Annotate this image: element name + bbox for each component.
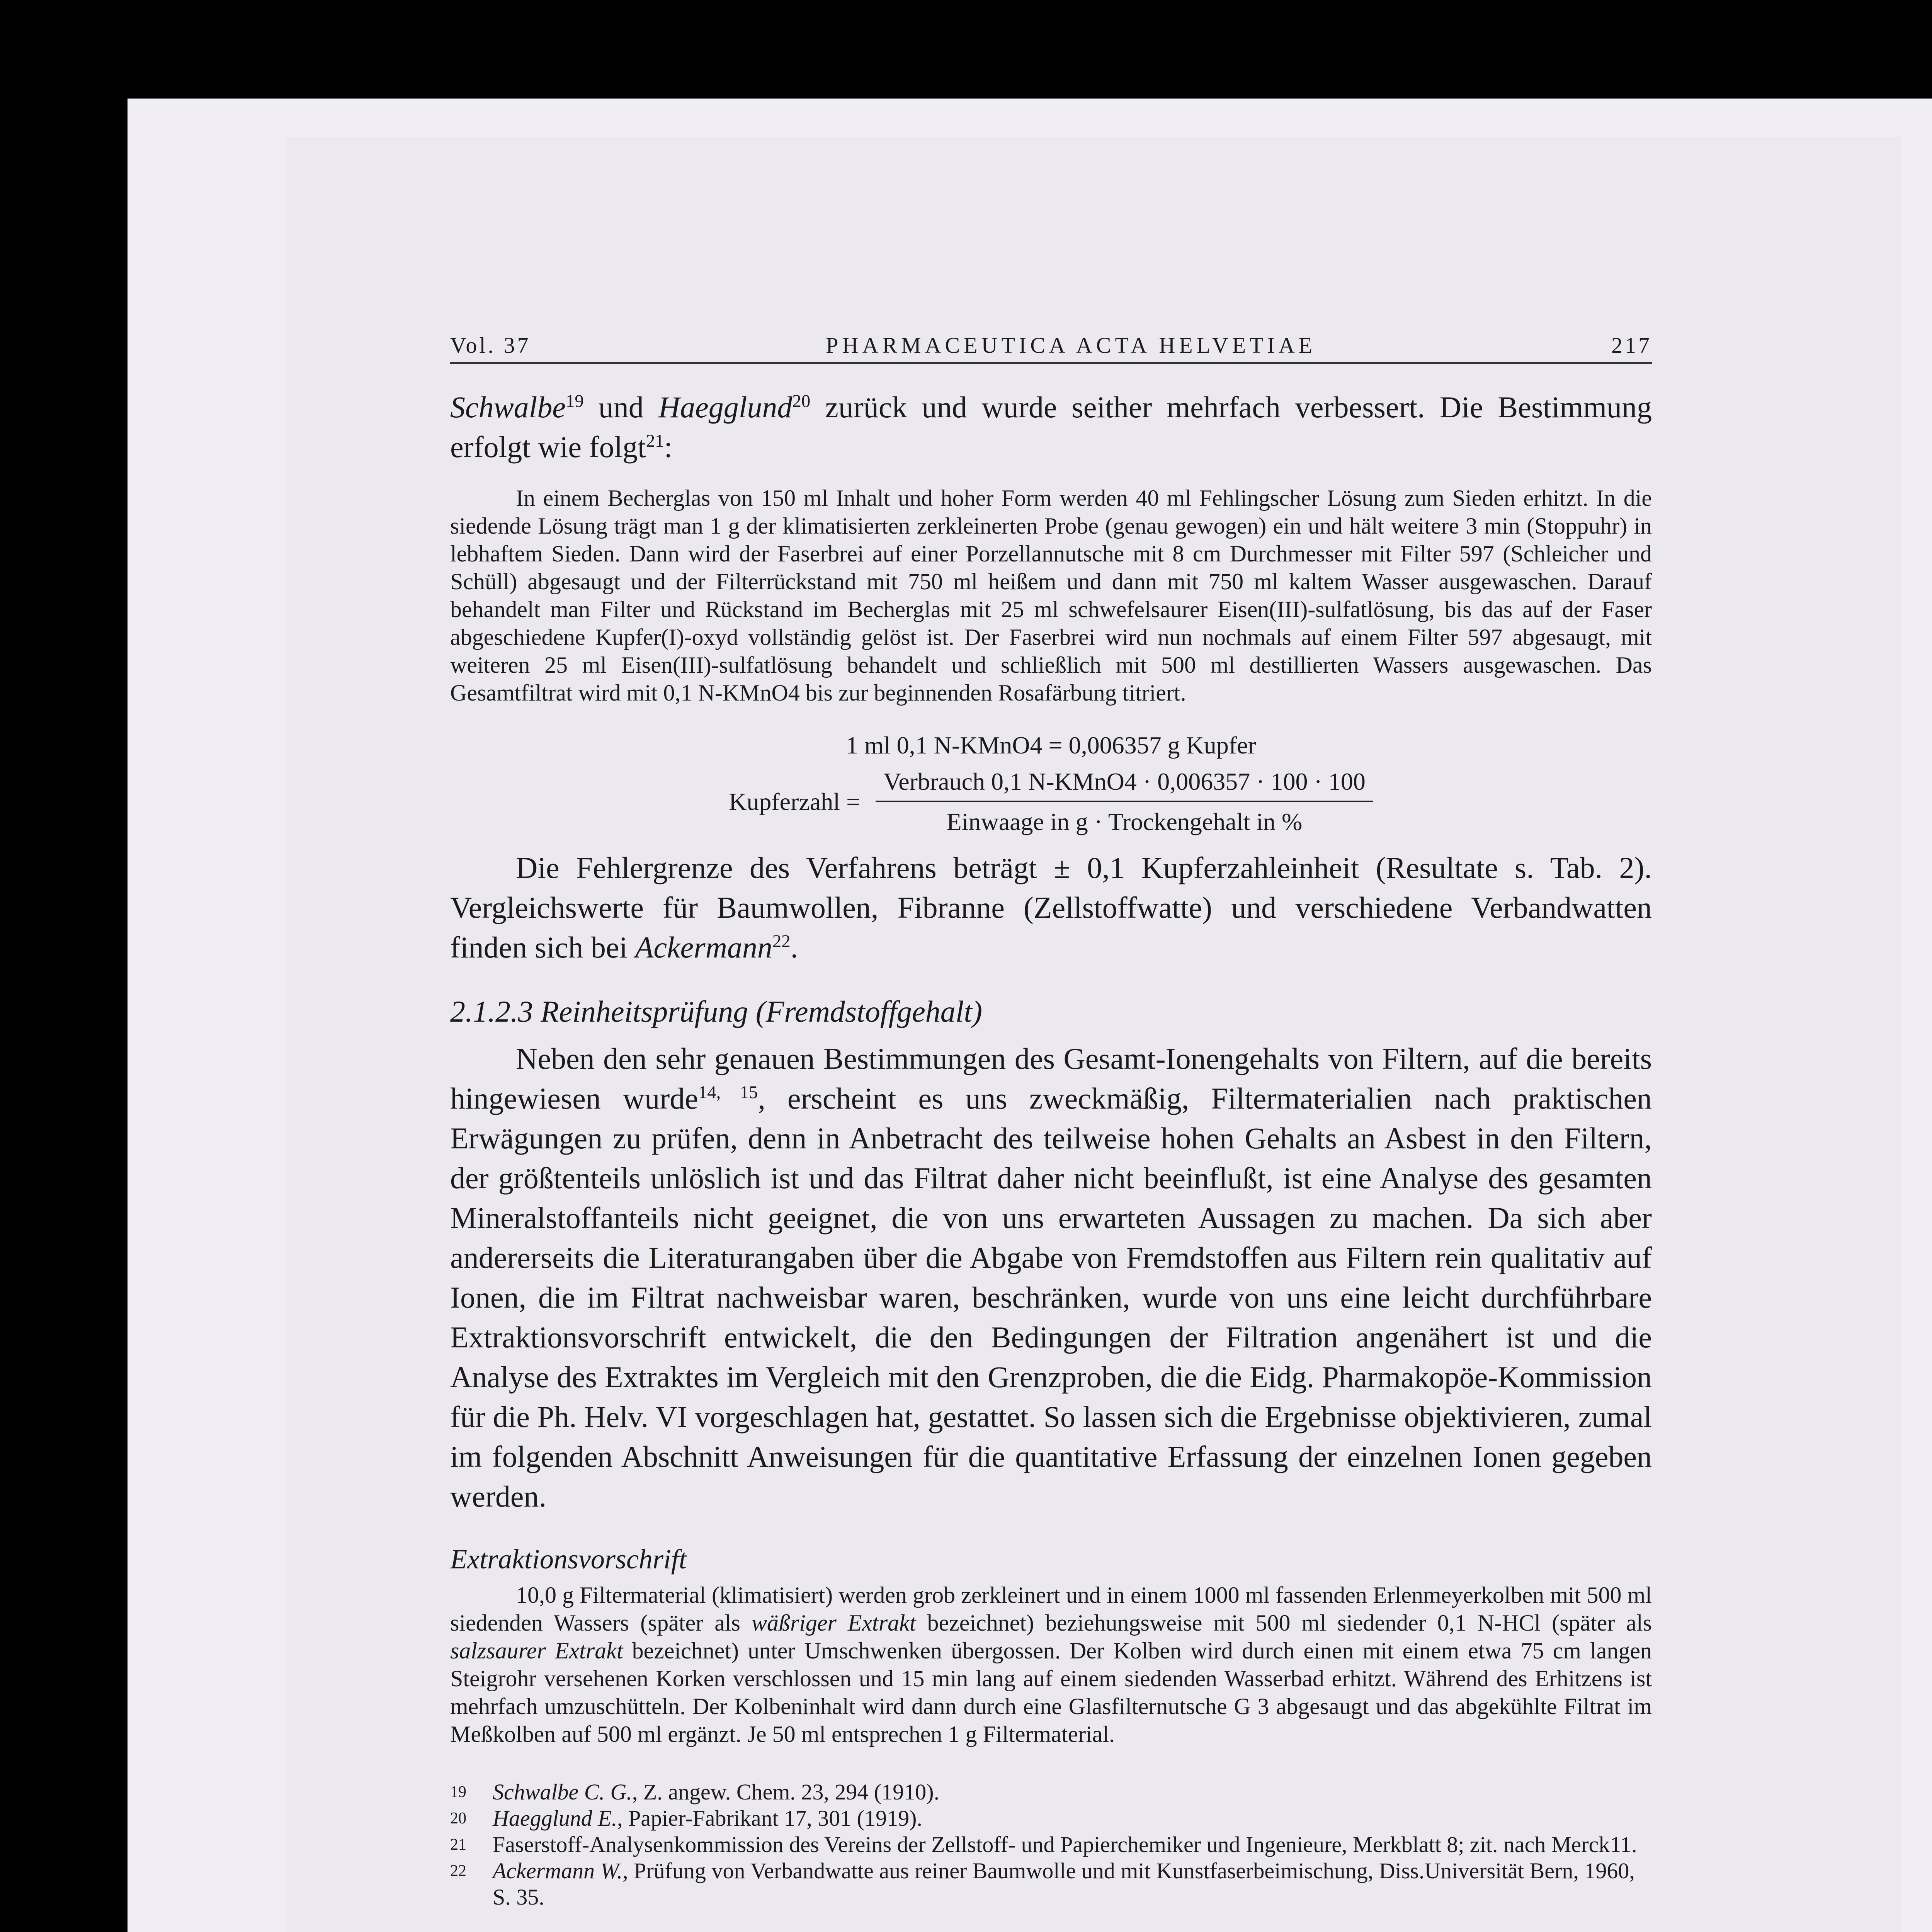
term-salzsaurer-extrakt: salzsaurer Extrakt — [450, 1638, 623, 1663]
formula-fraction — [876, 767, 1373, 836]
formula-numerator: Verbrauch 0,1 N-KMnO4 · 0,006357 · 100 · 100 — [876, 767, 1373, 802]
error-paragraph: Die Fehlergrenze des Verfahrens beträgt ± 0,1 Kupferzahleinheit (Resultate s. Tab. 2). Vergleichswerte für Baumwollen, Fibranne (Zellstoffwatte) und verschiedene Verbandwatten finden sich bei Ackermann$^{22}$. — [450, 851, 1652, 964]
section-heading: 2.1.2.3 Reinheitsprüfung (Fremdstoffgehalt) — [450, 995, 983, 1028]
intro-connector: und — [583, 390, 658, 424]
formula-lhs: Kupferzahl = — [729, 788, 861, 815]
footnote-22: 22 Ackermann W., Prüfung von Verbandwatte aus reiner Baumwolle und mit Kunstfaserbeimischung, Diss.Universität Bern, 1960, S. 35. — [450, 1858, 1635, 1910]
section-paragraph: Neben den sehr genauen Bestimmungen des Gesamt-Ionengehalts von Filtern, auf die bereits hingewiesen wurde$^{14, 15}$, erscheint es uns zweckmäßig, Filtermaterialien nach praktischen Erwägungen zu prüfen, denn in Anbetracht des teilweise hohen Gehalts an Asbest in den Filtern, der größtenteils unlöslich ist und das Filtrat daher nicht beeinflußt, ist eine Analyse des gesamten Mineralstoffanteils nicht geeignet, die von uns erwarteten Aussagen zu machen. Da sich aber andererseits die Literaturangaben über die Abgabe von Fremdstoffen aus Filtern rein qualitativ auf Ionen, die im Filtrat nachweisbar waren, beschränken, wurde von uns eine leicht durchführbare Extraktionsvorschrift entwickelt, die den Bedingungen der Filtration angenähert ist und die Analyse des Extraktes im Vergleich mit den Grenzproben, die die Eidg. Pharmakopöe-Kommission für die Ph. Helv. VI vorgeschlagen hat, gestattet. So lassen sich die Ergebnisse objektivieren, zumal im folgenden Abschnitt Anweisungen für die quantitative Erfassung der einzelnen Ionen gegeben werden. — [450, 1042, 1652, 1513]
ref-20: 20 — [792, 391, 811, 411]
formula-equivalence: 1 ml 0,1 N-KMnO4 = 0,006357 g Kupfer — [846, 731, 1256, 759]
intro-text: zurück und wurde seither mehrfach verbessert. Die Bestimmung erfolgt wie folgt — [450, 390, 1652, 464]
author-haegglund: Haegglund — [658, 390, 793, 424]
ref-19: 19 — [565, 391, 584, 411]
ref-21: 21 — [646, 431, 664, 451]
ref-22: 22 — [772, 931, 791, 951]
footnote-20: 20 Haegglund E., Papier-Fabrikant 17, 301 (1919). — [450, 1806, 922, 1831]
page-number: 217 — [1611, 333, 1652, 358]
extraction-heading: Extraktionsvorschrift — [450, 1544, 687, 1575]
footnote-21: 21 Faserstoff-Analysenkommission des Vereins der Zellstoff- und Papierchemiker und Ingenieure, Merkblatt 8; zit. nach Merck11. — [450, 1832, 1637, 1857]
kupferzahl-formula — [450, 767, 1652, 836]
footnotes — [450, 1779, 1652, 1910]
procedure-paragraph: In einem Becherglas von 150 ml Inhalt und hoher Form werden 40 ml Fehlingscher Lösung zum Sieden erhitzt. In die siedende Lösung trägt man 1 g der klimatisierten zerkleinerten Probe (genau gewogen) ein und hält weitere 3 min (Stoppuhr) in lebhaftem Sieden. Dann wird der Faserbrei auf einer Porzellannutsche mit 8 cm Durchmesser mit Filter 597 (Schleicher und Schüll) abgesaugt und der Filterrückstand mit 750 ml heißem und dann mit 750 ml kaltem Wasser ausgewaschen. Darauf behandelt man Filter und Rückstand im Becherglas mit 25 ml schwefelsaurer Eisen(III)-sulfatlösung, bis das auf der Faser abgeschiedene Kupfer(I)-oxyd vollständig gelöst ist. Der Faserbrei wird nun nochmals auf einem Filter 597 abgesaugt, mit weiteren 25 ml Eisen(III)-sulfatlösung behandelt und schließlich mit 500 ml destillierten Wassers ausgewaschen. Das Gesamtfiltrat wird mit 0,1 N-KMnO4 bis zur beginnenden Rosafärbung titriert. — [450, 485, 1652, 706]
journal-title: PHARMACEUTICA ACTA HELVETIAE — [826, 333, 1316, 358]
formula-denominator: Einwaage in g · Trockengehalt in % — [946, 808, 1303, 835]
author-schwalbe: Schwalbe — [450, 390, 566, 424]
extraction-paragraph: 10,0 g Filtermaterial (klimatisiert) werden grob zerkleinert und in einem 1000 ml fassenden Erlenmeyerkolben mit 500 ml siedenden Wassers (später als wäßriger Extrakt bezeichnet) beziehungsweise mit 500 ml siedender 0,1 N-HCl (später als salzsaurer Extrakt bezeichnet) unter Umschwenken übergossen. Der Kolben wird durch einen mit einem etwa 75 cm langen Steigrohr versehenen Korken verschlossen und 15 min lang auf einem siedenden Wasserbad erhitzt. Während des Erhitzens ist mehrfach umzuschütteln. Der Kolbeninhalt wird dann durch eine Glasfilternutsche G 3 abgesaugt und das abgekühlte Filtrat im Meßkolben auf 500 ml ergänzt. Je 50 ml entsprechen 1 g Filtermaterial. — [450, 1582, 1652, 1747]
footnote-19: 19 Schwalbe C. G., Z. angew. Chem. 23, 294 (1910). — [450, 1779, 940, 1804]
volume-label: Vol. 37 — [450, 333, 531, 358]
error-text: Die Fehlergrenze des Verfahrens beträgt ± 0,1 Kupferzahleinheit (Resultate s. Tab. 2). Vergleichswerte für Baumwollen, Fibranne (Zellstoffwatte) und verschiedene Verbandwatten finden sich bei — [450, 851, 1652, 964]
author-ackermann: Ackermann — [635, 930, 772, 964]
article-content — [450, 332, 1652, 1910]
ref-14-15: 14, 15 — [698, 1082, 758, 1102]
running-head — [450, 332, 1652, 364]
intro-end: : — [664, 430, 673, 464]
intro-paragraph — [450, 387, 1652, 467]
term-waessriger-extrakt: wäßriger Extrakt — [751, 1610, 916, 1636]
